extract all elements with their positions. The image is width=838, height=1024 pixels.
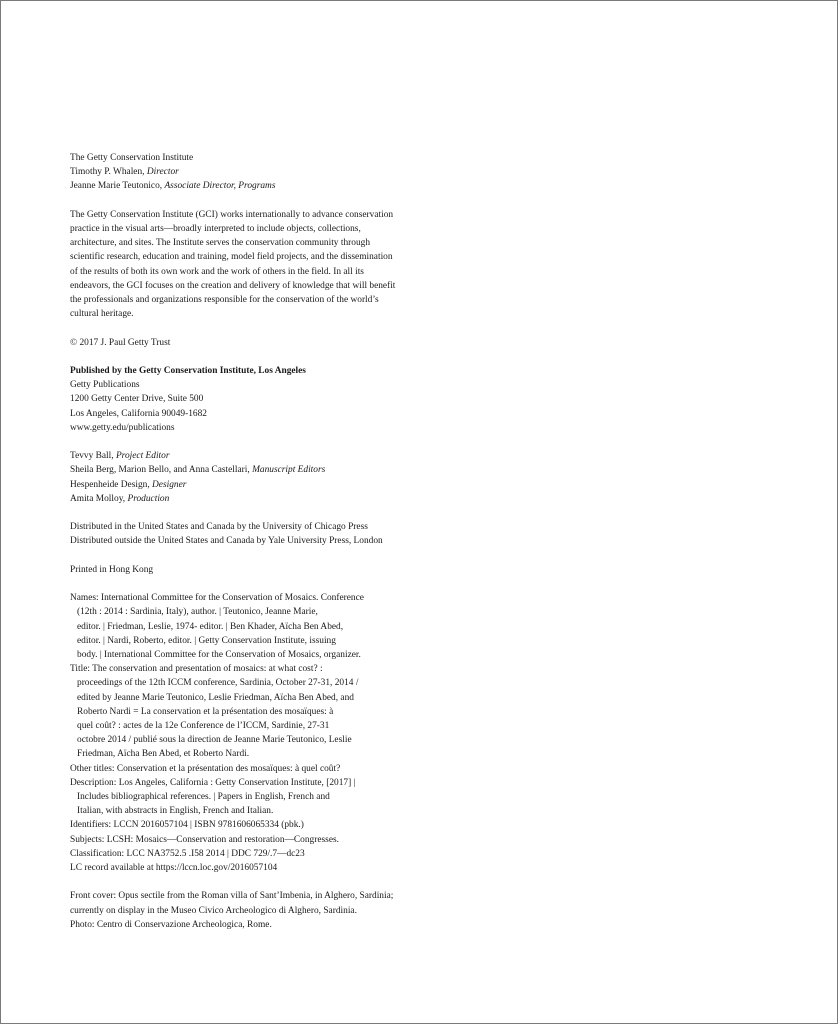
cip-line: proceedings of the 12th ICCM conference, Sardinia, October 27-31, 2014 / — [77, 678, 359, 689]
cip-line: editor. | Friedman, Leslie, 1974- editor. | Ben Khader, Aïcha Ben Abed, — [77, 621, 344, 632]
director-line: Timothy P. Whalen, Director — [70, 167, 179, 178]
distribution-block — [70, 520, 430, 548]
cip-line: Other titles: Conservation et la présentation des mosaïques: à quel coût? — [70, 763, 341, 774]
about-line: the professionals and organizations responsible for the conservation of the world’s — [70, 295, 379, 306]
cip-line: Italian, with abstracts in English, French and Italian. — [77, 806, 274, 817]
about-paragraph — [70, 208, 430, 322]
cip-line: body. | International Committee for the Conservation of Mosaics, organizer. — [77, 650, 361, 660]
cip-line: quel coût? : actes de la 12e Conference de l’ICCM, Sardinie, 27-31 — [77, 721, 330, 732]
cip-line: Title: The conservation and presentation of mosaics: at what cost? : — [70, 664, 323, 675]
about-line: cultural heritage. — [70, 309, 134, 320]
gci-block — [70, 151, 430, 194]
cip-line: edited by Jeanne Marie Teutonico, Leslie Friedman, Aïcha Ben Abed, and — [77, 692, 354, 703]
cip-line: Names: International Committee for the Conservation of Mosaics. Conference — [70, 593, 364, 604]
about-line: endeavors, the GCI focuses on the creation and delivery of knowledge that will benefit — [70, 280, 396, 291]
publisher-heading: Published by the Getty Conservation Institute, Los Angeles — [70, 366, 306, 376]
cip-line: (12th : 2014 : Sardinia, Italy), author. | Teutonico, Jeanne Marie, — [77, 607, 318, 618]
cip-line: Classification: LCC NA3752.5 .I58 2014 | DDC 729/.7—dc23 — [70, 848, 305, 859]
cip-line: LC record available at https://lccn.loc.gov/2016057104 — [70, 863, 278, 874]
copyright-notice: © 2017 J. Paul Getty Trust — [70, 337, 171, 348]
distribution-line: Distributed in the United States and Canada by the University of Chicago Press — [70, 522, 368, 533]
distribution-line: Distributed outside the United States and Canada by Yale University Press, London — [70, 536, 383, 547]
cip-line: octobre 2014 / publié sous la direction de Jeanne Marie Teutonico, Leslie — [77, 735, 352, 746]
cip-line: editor. | Nardi, Roberto, editor. | Getty Conservation Institute, issuing — [77, 635, 336, 646]
about-line: scientific research, education and training, model field projects, and the dissemination — [70, 252, 393, 263]
publisher-line: Los Angeles, California 90049-1682 — [70, 408, 207, 419]
credit-line: Amita Molloy, Production — [70, 493, 170, 504]
cip-line: Subjects: LCSH: Mosaics—Conservation and restoration—Congresses. — [70, 834, 339, 845]
publisher-line: Getty Publications — [70, 380, 140, 391]
cip-data-block — [70, 591, 430, 875]
institute-name: The Getty Conservation Institute — [70, 153, 194, 163]
cip-line: Roberto Nardi = La conservation et la présentation des mosaïques: à — [77, 706, 334, 717]
credit-line: Sheila Berg, Marion Bello, and Anna Castellari, Manuscript Editors — [70, 465, 326, 476]
credit-line: Hespenheide Design, Designer — [70, 479, 187, 490]
cip-line: Identifiers: LCCN 2016057104 | ISBN 9781606065334 (pbk.) — [70, 820, 304, 831]
page-content — [70, 151, 430, 932]
about-line: The Getty Conservation Institute (GCI) works internationally to advance conservation — [70, 209, 394, 220]
cip-line: Description: Los Angeles, California : Getty Conservation Institute, [2017] | — [70, 777, 356, 788]
cip-line: Friedman, Aïcha Ben Abed, et Roberto Nardi. — [77, 749, 250, 760]
cover-line: currently on display in the Museo Civico Archeologico di Alghero, Sardinia. — [70, 905, 357, 916]
credit-line: Tevvy Ball, Project Editor — [70, 451, 170, 462]
cover-line: Photo: Centro di Conservazione Archeologica, Rome. — [70, 919, 272, 930]
cover-credit-block — [70, 889, 430, 932]
about-line: architecture, and sites. The Institute serves the conservation community through — [70, 238, 371, 249]
associate-director-line: Jeanne Marie Teutonico, Associate Director, Programs — [70, 181, 276, 192]
publisher-url: www.getty.edu/publications — [70, 422, 175, 433]
publisher-block — [70, 364, 430, 435]
publisher-line: 1200 Getty Center Drive, Suite 500 — [70, 394, 204, 405]
cip-line: Includes bibliographical references. | Papers in English, French and — [77, 792, 330, 803]
printed-in: Printed in Hong Kong — [70, 564, 154, 575]
about-line: of the results of both its own work and the work of others in the field. In all its — [70, 266, 364, 277]
credits-block — [70, 449, 430, 506]
about-line: practice in the visual arts—broadly interpreted to include objects, collections, — [70, 224, 361, 234]
cover-line: Front cover: Opus sectile from the Roman villa of Sant’Imbenia, in Alghero, Sardinia; — [70, 891, 394, 902]
